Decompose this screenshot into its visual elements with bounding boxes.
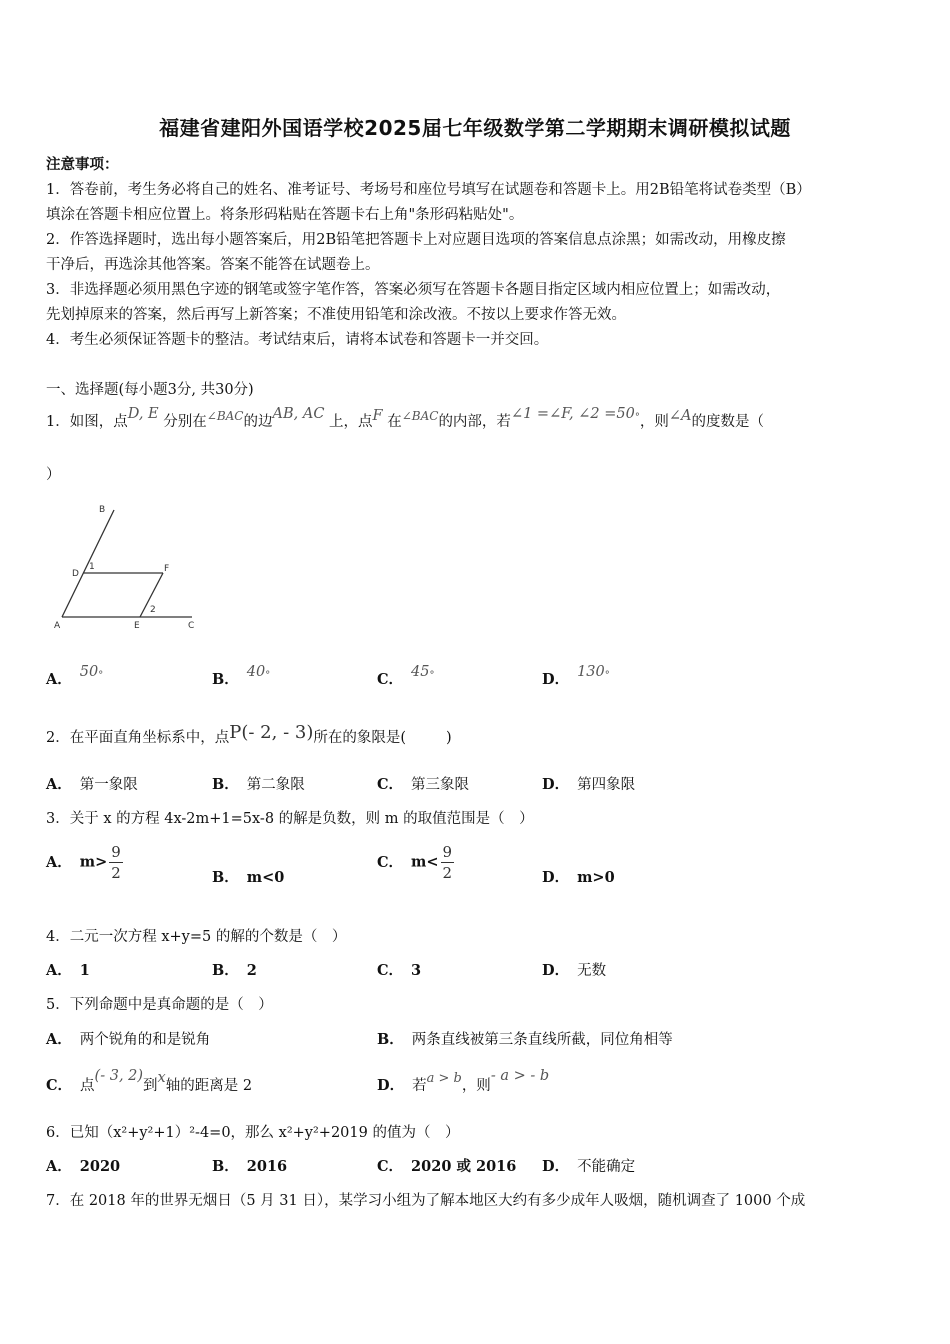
q1-text: 的内部，若 xyxy=(438,414,511,430)
question-7: 7．在 2018 年的世界无烟日（5 月 31 日），某学习小组为了解本地区大约有多少成年人吸烟，随机调查了 1000 个成 xyxy=(46,1193,806,1209)
q2-option-d: D． 第四象限 xyxy=(542,776,636,793)
page-title: 福建省建阳外国语学校2025届七年级数学第二学期期末调研模拟试题 xyxy=(159,116,791,140)
notice-line: 1．答卷前，考生务必将自己的姓名、准考证号、考场号和座位号填写在试题卷和答题卡上。用2B铅笔将试卷类型（B） xyxy=(46,182,811,198)
question-6: 6．已知（x²+y²+1）²-4=0，那么 x²+y²+2019 的值为（ ） xyxy=(46,1125,460,1141)
q1-math: D, E xyxy=(127,406,159,422)
q4-option-a: A． 1 xyxy=(46,962,90,979)
q2-option-c: C． 第三象限 xyxy=(377,776,470,793)
question-1: 1．如图，点D, E 分别在$^{\angle BAC}$的边AB, AC 上，点F 在$^{\angle BAC}$的内部，若∠1 =∠F, ∠2 =50°，则∠A的度数是（ xyxy=(46,406,764,430)
geometry-figure xyxy=(46,500,206,635)
q1-text: 1．如图，点 xyxy=(46,414,128,430)
q5-option-b: B． 两条直线被第三条直线所截，同位角相等 xyxy=(377,1031,673,1048)
q2-text: 所在的象限是( xyxy=(313,730,407,746)
label-E: E xyxy=(134,621,140,631)
label-A: A xyxy=(54,621,61,631)
q1-text: 的度数是（ xyxy=(691,414,764,430)
question-2 xyxy=(46,722,452,747)
q6-option-b: B． 2016 xyxy=(212,1158,288,1175)
q1-math: ∠1 =∠F, ∠2 =50 xyxy=(510,406,635,422)
label-C: C xyxy=(188,621,195,631)
q1-math: ∠BAC xyxy=(401,409,439,423)
question-3: 3．关于 x 的方程 4x-2m+1=5x-8 的解是负数，则 m 的取值范围是（ ） xyxy=(46,811,534,827)
q4-option-c: C． 3 xyxy=(377,962,422,979)
q3-option-a: A． m> $\frac{9}{2}$ xyxy=(46,843,121,882)
question-5: 5．下列命题中是真命题的是（ ） xyxy=(46,997,273,1013)
q1-close-paren: ） xyxy=(46,467,61,483)
q4-option-d: D． 无数 xyxy=(542,962,607,979)
q2-text: 2．在平面直角坐标系中，点 xyxy=(46,730,230,746)
notice-line: 先划掉原来的答案，然后再写上新答案；不准使用铅笔和涂改液。不按以上要求作答无效。 xyxy=(46,307,626,323)
q3-option-c: C． m< $\frac{9}{2}$ xyxy=(377,843,453,882)
section-heading: 一、选择题(每小题3分, 共30分) xyxy=(46,382,254,398)
q4-option-b: B． 2 xyxy=(212,962,257,979)
q1-option-d: D． 130° xyxy=(542,664,610,688)
q1-text: 上，点 xyxy=(329,414,373,430)
q6-option-a: A． 2020 xyxy=(46,1158,121,1175)
q5-option-c: C． 点(- 3, 2)到x轴的距离是 2 xyxy=(46,1068,253,1094)
q3-option-d: D． m>0 xyxy=(542,869,615,886)
q1-option-c: C． 45° xyxy=(377,664,435,688)
q6-option-c: C． 2020 或 2016 xyxy=(377,1158,517,1175)
line-AB xyxy=(62,510,114,617)
q1-text: 在 xyxy=(387,414,402,430)
q1-text: 分别在 xyxy=(163,414,207,430)
q1-option-a: A． 50° xyxy=(46,664,104,688)
notice-line: 4．考生必须保证答题卡的整洁。考试结束后，请将本试卷和答题卡一并交回。 xyxy=(46,332,549,348)
question-4: 4．二元一次方程 x+y=5 的解的个数是（ ） xyxy=(46,929,347,945)
q5-option-d: D． 若a > b，则- a > - b xyxy=(377,1068,550,1094)
q5-option-a: A． 两个锐角的和是锐角 xyxy=(46,1031,211,1048)
notice-line: 干净后，再选涂其他答案。答案不能答在试题卷上。 xyxy=(46,257,380,273)
q6-option-d: D． 不能确定 xyxy=(542,1158,636,1175)
label-B: B xyxy=(99,505,106,515)
q1-text: ，则 xyxy=(639,414,669,430)
notice-line: 2．作答选择题时，选出每小题答案后，用2B铅笔把答题卡上对应题目选项的答案信息点涂黑；如需改动，用橡皮擦 xyxy=(46,232,786,248)
notice-line: 填涂在答题卡相应位置上。将条形码粘贴在答题卡右上角"条形码粘贴处"。 xyxy=(46,207,524,223)
q2-math: P(- 2, - 3) xyxy=(229,722,314,743)
label-2: 2 xyxy=(150,605,156,615)
q1-math: AB, AC xyxy=(272,406,325,422)
q2-option-b: B． 第二象限 xyxy=(212,776,305,793)
q1-math: ∠A xyxy=(668,408,692,424)
notice-heading: 注意事项： xyxy=(46,156,119,173)
q1-text: 的边 xyxy=(243,414,273,430)
label-1: 1 xyxy=(89,562,95,572)
label-D: D xyxy=(72,569,79,579)
q1-option-b: B． 40° xyxy=(212,664,271,688)
q1-math: ∠BAC xyxy=(206,409,244,423)
label-F: F xyxy=(164,564,170,574)
q1-math: F xyxy=(372,408,383,424)
q3-option-b: B． m<0 xyxy=(212,869,285,886)
q2-text: ) xyxy=(446,730,452,746)
q2-option-a: A． 第一象限 xyxy=(46,776,138,793)
notice-line: 3．非选择题必须用黑色字迹的钢笔或签字笔作答，答案必须写在答题卡各题目指定区域内相应位置上；如需改动， xyxy=(46,282,781,298)
